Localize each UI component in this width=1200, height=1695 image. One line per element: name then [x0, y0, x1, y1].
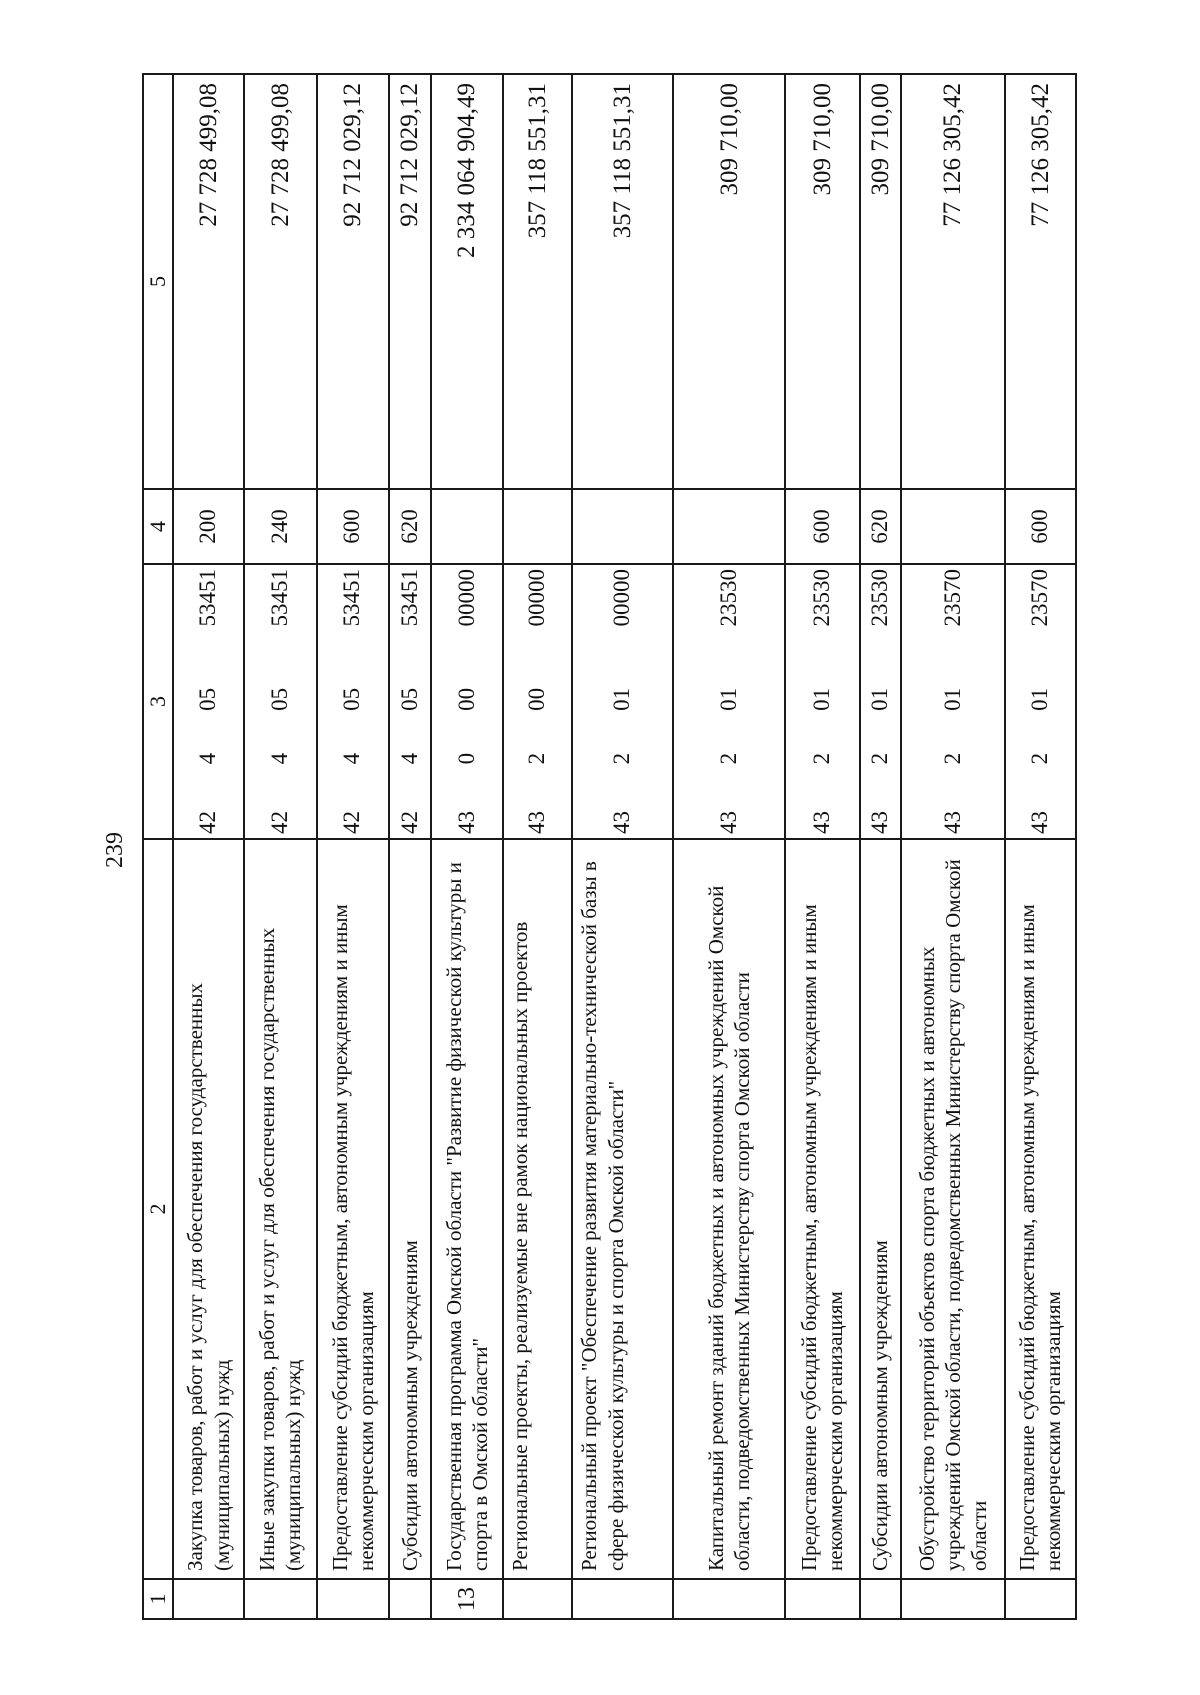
code-event: 05: [267, 687, 293, 711]
amount: 27 728 499,08: [173, 74, 244, 489]
code-program: 43: [453, 811, 479, 834]
table-row: [901, 74, 1004, 1619]
expense-name: Капитальный ремонт зданий бюджетных и автономных учреждений Омской области, подведомственных Министерству спорта Омской области: [673, 839, 785, 1579]
code-subprogram: 4: [267, 752, 293, 765]
expense-name: Иные закупки товаров, работ и услуг для обеспечения государственных (муниципальных) нужд: [244, 839, 316, 1579]
code-event: 01: [867, 687, 893, 711]
table-row: [1005, 74, 1076, 1619]
expense-name: Предоставление субсидий бюджетным, автономным учреждениям и иным некоммерческим организациям: [1005, 839, 1076, 1579]
row-number: [244, 1579, 316, 1619]
code-direction: 23570: [1026, 569, 1052, 627]
expense-type: 200: [173, 489, 244, 564]
expense-type: 600: [1005, 489, 1076, 564]
code-direction: 00000: [524, 569, 550, 627]
code-subprogram: 2: [809, 752, 834, 765]
code-direction: 23530: [809, 569, 834, 627]
row-number: [389, 1579, 431, 1619]
budget-code: [785, 564, 859, 839]
code-event: 05: [339, 687, 365, 711]
expense-type: 240: [244, 489, 316, 564]
page-number: 239: [102, 832, 128, 868]
row-number: [173, 1579, 244, 1619]
code-direction: 53451: [396, 569, 422, 627]
table-row: [244, 74, 316, 1619]
expense-type: 620: [389, 489, 431, 564]
row-number: [503, 1579, 572, 1619]
code-event: 01: [1026, 687, 1052, 711]
code-subprogram: 2: [609, 752, 635, 765]
code-event: 00: [453, 687, 479, 711]
code-program: 43: [1026, 811, 1052, 834]
expense-name: Государственная программа Омской области "Развитие физической культуры и спорта в Омской области": [431, 839, 503, 1579]
table-row: [503, 74, 572, 1619]
budget-code: [173, 564, 244, 839]
budget-code: [389, 564, 431, 839]
budget-code: [317, 564, 389, 839]
code-subprogram: 2: [939, 752, 965, 765]
code-direction: 53451: [267, 569, 293, 627]
expense-type: [431, 489, 503, 564]
expense-name: Предоставление субсидий бюджетным, автономным учреждениям и иным некоммерческим организациям: [785, 839, 859, 1579]
code-program: 42: [396, 811, 422, 834]
table-row: [785, 74, 859, 1619]
expense-type: [503, 489, 572, 564]
table-row: [431, 74, 503, 1619]
budget-code: [503, 564, 572, 839]
table-row: [673, 74, 785, 1619]
expense-type: [572, 489, 673, 564]
expense-name: Региональные проекты, реализуемые вне рамок национальных проектов: [503, 839, 572, 1579]
code-subprogram: 4: [195, 752, 221, 765]
code-subprogram: 4: [396, 752, 422, 765]
expense-type: 600: [317, 489, 389, 564]
expense-type: 600: [785, 489, 859, 564]
code-subprogram: 2: [1026, 752, 1052, 765]
expense-name: Субсидии автономным учреждениям: [389, 839, 431, 1579]
expense-name: Предоставление субсидий бюджетным, автономным учреждениям и иным некоммерческим организациям: [317, 839, 389, 1579]
row-number: [860, 1579, 902, 1619]
row-number: 13: [431, 1579, 503, 1619]
amount: 309 710,00: [785, 74, 859, 489]
expense-type: [901, 489, 1004, 564]
code-direction: 00000: [453, 569, 479, 627]
budget-code: [431, 564, 503, 839]
header-col-4: 4: [143, 489, 173, 564]
row-number: [572, 1579, 673, 1619]
expense-type: 620: [860, 489, 902, 564]
budget-code: [860, 564, 902, 839]
row-number: [317, 1579, 389, 1619]
amount: 309 710,00: [860, 74, 902, 489]
code-subprogram: 4: [339, 752, 365, 765]
code-subprogram: 2: [715, 752, 741, 765]
row-number: [785, 1579, 859, 1619]
code-program: 43: [524, 811, 550, 834]
amount: 77 126 305,42: [901, 74, 1004, 489]
table-row: [173, 74, 244, 1619]
code-direction: 53451: [339, 569, 365, 627]
code-program: 42: [339, 811, 365, 834]
code-subprogram: 2: [867, 752, 893, 765]
expense-name: Региональный проект "Обеспечение развития материально-технической базы в сфере физической культуры и спорта Омской области": [572, 839, 673, 1579]
amount: 92 712 029,12: [389, 74, 431, 489]
code-program: 42: [267, 811, 293, 834]
code-program: 43: [609, 811, 635, 834]
amount: 77 126 305,42: [1005, 74, 1076, 489]
code-subprogram: 2: [524, 752, 550, 765]
document-table-wrapper: [142, 75, 1077, 1620]
code-event: 01: [609, 687, 635, 711]
code-subprogram: 0: [453, 752, 479, 765]
code-program: 43: [939, 811, 965, 834]
budget-code: [244, 564, 316, 839]
expense-type: [673, 489, 785, 564]
table-row: [389, 74, 431, 1619]
code-direction: 00000: [609, 569, 635, 627]
header-row: [143, 74, 173, 1619]
amount: 357 118 551,31: [572, 74, 673, 489]
code-program: 42: [195, 811, 221, 834]
table-row: [572, 74, 673, 1619]
header-col-3: 3: [143, 564, 173, 839]
expense-name: Субсидии автономным учреждениям: [860, 839, 902, 1579]
amount: 27 728 499,08: [244, 74, 316, 489]
row-number: [673, 1579, 785, 1619]
header-col-1: 1: [143, 1579, 173, 1619]
code-program: 43: [809, 811, 834, 834]
code-direction: 23530: [715, 569, 741, 627]
code-event: 01: [939, 687, 965, 711]
budget-code: [673, 564, 785, 839]
header-col-5: 5: [143, 74, 173, 489]
header-col-2: 2: [143, 839, 173, 1579]
amount: 357 118 551,31: [503, 74, 572, 489]
code-event: 05: [396, 687, 422, 711]
row-number: [1005, 1579, 1076, 1619]
expense-name: Обустройство территорий объектов спорта бюджетных и автономных учреждений Омской области, подведомственных Министерству спорта Омской области: [901, 839, 1004, 1579]
table-row: [860, 74, 902, 1619]
budget-table: [142, 73, 1077, 1620]
amount: 92 712 029,12: [317, 74, 389, 489]
code-program: 43: [867, 811, 893, 834]
code-event: 00: [524, 687, 550, 711]
amount: 309 710,00: [673, 74, 785, 489]
code-program: 43: [715, 811, 741, 834]
amount: 2 334 064 904,49: [431, 74, 503, 489]
code-direction: 53451: [195, 569, 221, 627]
code-event: 01: [809, 687, 834, 711]
budget-code: [1005, 564, 1076, 839]
code-direction: 23570: [939, 569, 965, 627]
code-direction: 23530: [867, 569, 893, 627]
table-row: [317, 74, 389, 1619]
budget-code: [572, 564, 673, 839]
budget-code: [901, 564, 1004, 839]
table-body: [173, 74, 1076, 1619]
expense-name: Закупка товаров, работ и услуг для обеспечения государственных (муниципальных) нужд: [173, 839, 244, 1579]
code-event: 05: [195, 687, 221, 711]
row-number: [901, 1579, 1004, 1619]
code-event: 01: [715, 687, 741, 711]
